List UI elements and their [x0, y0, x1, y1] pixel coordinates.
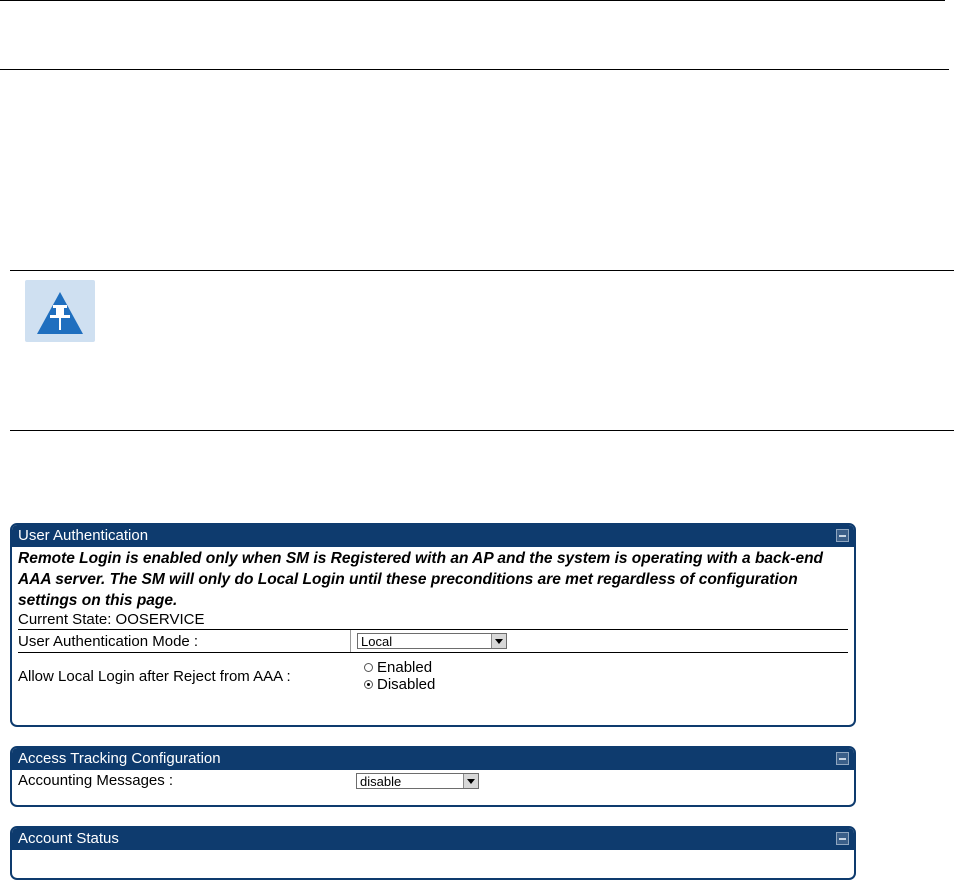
remote-login-notice: Remote Login is enabled only when SM is Registered with an AP and the system is operating with a back-end AAA server. The SM will only do Local Login until these preconditions are met regardless of configuration settings on this page.	[18, 550, 824, 609]
note-top-rule	[10, 270, 954, 271]
panel-title: Account Status	[18, 830, 119, 847]
collapse-icon[interactable]	[836, 752, 849, 765]
allow-local-label: Allow Local Login after Reject from AAA :	[18, 667, 291, 685]
auth-mode-select[interactable]	[357, 633, 507, 649]
accounting-label: Accounting Messages :	[18, 772, 174, 789]
user-authentication-panel	[10, 523, 856, 727]
radio-enabled[interactable]	[364, 659, 848, 676]
account-status-panel	[10, 826, 856, 880]
panel-title: Access Tracking Configuration	[18, 750, 221, 767]
panel-title: User Authentication	[18, 527, 149, 544]
chevron-down-icon[interactable]	[463, 774, 478, 788]
chevron-down-icon[interactable]	[491, 634, 506, 648]
accounting-value: disable	[360, 773, 402, 789]
account-status-header	[12, 828, 854, 850]
accounting-select[interactable]	[356, 773, 479, 789]
header-rule	[0, 69, 949, 70]
current-state: Current State: OOSERVICE	[18, 611, 205, 628]
allow-local-row	[18, 652, 848, 699]
collapse-icon[interactable]	[836, 832, 849, 845]
radio-enabled-label: Enabled	[377, 659, 433, 676]
radio-disabled[interactable]	[364, 676, 848, 693]
access-tracking-header	[12, 748, 854, 770]
auth-mode-label: User Authentication Mode :	[18, 632, 199, 650]
auth-mode-row	[18, 629, 848, 652]
radio-disabled-label: Disabled	[377, 676, 436, 693]
collapse-icon[interactable]	[836, 529, 849, 542]
access-tracking-panel	[10, 746, 856, 807]
auth-mode-value: Local	[361, 634, 393, 649]
user-authentication-header	[12, 525, 854, 547]
pushpin-note-icon	[25, 280, 95, 342]
accounting-row	[18, 770, 848, 791]
radio-disabled-button[interactable]	[364, 680, 373, 689]
top-rule	[0, 0, 945, 1]
note-bottom-rule	[10, 430, 954, 431]
radio-enabled-button[interactable]	[364, 663, 373, 672]
